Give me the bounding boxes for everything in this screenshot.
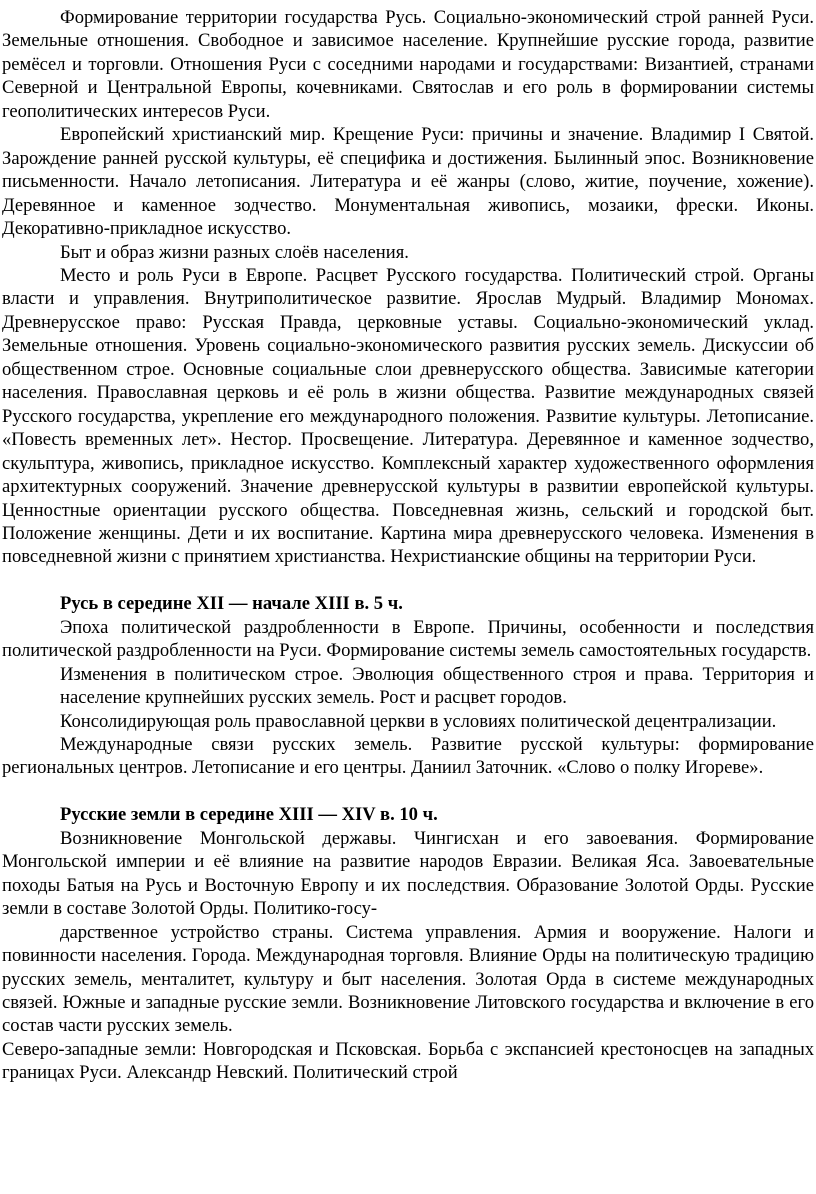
paragraph-political-changes: Изменения в политическом строе. Эволюция общественного строя и права. Территория и население крупнейших русских земель. Рост и расцвет городов. xyxy=(60,663,814,709)
paragraph-mongol-empire: Возникновение Монгольской державы. Чингисхан и его завоевания. Формирование Монгольской империи и её влияние на развитие народов Евразии. Великая Яса. Завоевательные походы Батыя на Русь и Восточную Европу и их последствия. Образование Золотой Орды. Русские земли в составе Золотой Орды. Политико-госу- xyxy=(2,827,814,920)
paragraph-rus-territory: Формирование территории государства Русь. Социально-экономический строй ранней Руси. Земельные отношения. Свободное и зависимое население. Крупнейшие русские города, развитие ремёсел и торговли. Отношения Руси с соседними народами и государствами: Византией, странами Северной и Центральной Европы, кочевниками. Святослав и его роль в формировании системы геополитических интересов Руси. xyxy=(2,7,814,122)
section-heading-xiii-xiv: Русские земли в середине XIII — XIV в. 10 ч. xyxy=(60,804,438,826)
paragraph-northwest-lands: Северо-западные земли: Новгородская и Псковская. Борьба с экспансией крестоносцев на западных границах Руси. Александр Невский. Политический строй xyxy=(2,1038,814,1084)
section-heading-xii-xiii: Русь в середине XII — начале XIII в. 5 ч. xyxy=(60,593,403,615)
paragraph-rus-in-europe: Место и роль Руси в Европе. Расцвет Русского государства. Политический строй. Органы власти и управления. Внутриполитическое развитие. Ярослав Мудрый. Владимир Мономах. Древнерусское право: Русская Правда, церковные уставы. Социально-экономический уклад. Земельные отношения. Уровень социально-экономического развития русских земель. Дискуссии об общественном строе. Основные социальные слои древнерусского общества. Зависимые категории населения. Православная церковь и её роль в жизни общества. Развитие международных связей Русского государства, укрепление его международного положения. Развитие культуры. Летописание. «Повесть временных лет». Нестор. Просвещение. Литература. Деревянное и каменное зодчество, скульптура, живопись, прикладное искусство. Комплексный характер художественного оформления архитектурных сооружений. Значение древнерусской культуры в развитии европейской культуры. Ценностные ориентации русского общества. Повседневная жизнь, сельский и городской быт. Положение женщины. Дети и их воспитание. Картина мира древнерусского человека. Изменения в повседневной жизни с принятием христианства. Нехристианские общины на территории Руси. xyxy=(2,264,814,568)
paragraph-state-structure: дарственное устройство страны. Система управления. Армия и вооружение. Налоги и повинности населения. Города. Международная торговля. Влияние Орды на политическую традицию русских земель, менталитет, культуру и быт населения. Золотая Орда в системе международных связей. Южные и западные русские земли. Возникновение Литовского государства и включение в его состав части русских земель. xyxy=(2,921,814,1037)
paragraph-international-links: Международные связи русских земель. Развитие русской культуры: формирование региональных центров. Летописание и его центры. Даниил Заточник. «Слово о полку Игореве». xyxy=(2,734,814,779)
paragraph-everyday-life: Быт и образ жизни разных слоёв населения. xyxy=(60,241,409,263)
paragraph-christian-world: Европейский христианский мир. Крещение Руси: причины и значение. Владимир I Святой. Зарождение ранней русской культуры, её специфика и достижения. Былинный эпос. Возникновение письменности. Начало летописания. Литература и её жанры (слово, житие, поучение, хожение). Деревянное и каменное зодчество. Монументальная живопись, мозаики, фрески. Иконы. Декоративно-прикладное искусство. xyxy=(2,124,814,240)
paragraph-church-role: Консолидирующая роль православной церкви в условиях политической децентрализации. xyxy=(60,710,777,732)
paragraph-fragmentation: Эпоха политической раздробленности в Европе. Причины, особенности и последствия политической раздробленности на Руси. Формирование системы земель самостоятельных государств. xyxy=(2,616,814,662)
